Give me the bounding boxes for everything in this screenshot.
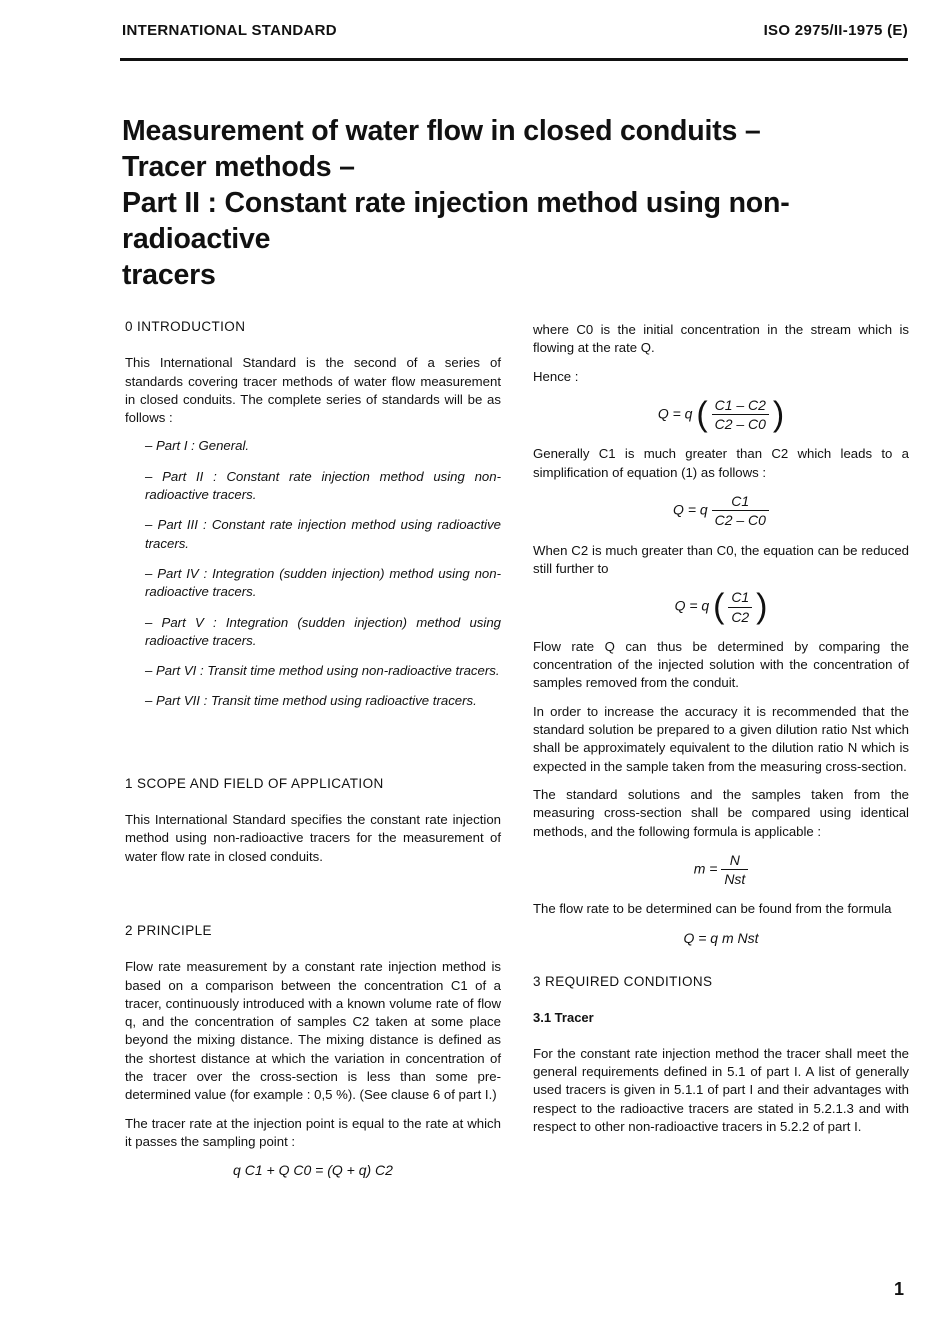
- page-number: 1: [893, 1279, 904, 1299]
- parts-list-item: – Part IV : Integration (sudden injection) method using non-radioactive tracers.: [145, 565, 501, 600]
- title-line: Part II : Constant rate injection method using non-radioactive: [122, 187, 790, 255]
- parts-list-item: – Part III : Constant rate injection method using radioactive tracers.: [145, 517, 501, 551]
- parts-list: [125, 437, 501, 710]
- right-column: [533, 321, 909, 1146]
- bracket-open: (: [713, 587, 725, 626]
- fraction-denominator: Nst: [724, 871, 746, 888]
- fraction: [721, 851, 748, 889]
- title-line: Measurement of water flow in closed conduits –: [122, 115, 761, 147]
- parts-list-item: – Part VII : Transit time method using radioactive tracers.: [145, 693, 477, 709]
- left-column: [125, 318, 501, 1192]
- parts-list-item: – Part I : General.: [145, 438, 250, 454]
- intro-paragraph: This International Standard is the second of a series of standards covering tracer methods of water flow measurement in closed conduits. The complete series of standards will be as follows :: [125, 355, 501, 426]
- scope-paragraph: This International Standard specifies the constant rate injection method using non-radioactive tracers for the measurement of water flow rate in closed conduits.: [125, 812, 501, 864]
- bracket-close: ): [756, 587, 768, 626]
- body-paragraph: The flow rate to be determined can be found from the formula: [533, 901, 892, 917]
- body-paragraph: Flow rate Q can thus be determined by comparing the concentration of the injected solution with the concentration of samples removed from the conduit.: [533, 638, 909, 691]
- equation-lhs: Q = q: [674, 597, 710, 614]
- tracer-paragraph: For the constant rate injection method the tracer shall meet the general requirements defined in 5.1 of part I. A list of generally used tracers is given in 5.1.1 of part I and their advantages with respect to the radioactive tracers are stated in 5.2.1.3 and with respect to other non-radioactive tracers in 5.2.2 of part I.: [533, 1045, 909, 1134]
- fraction-denominator: C2 – C0: [714, 416, 766, 433]
- fraction: [712, 396, 769, 434]
- fraction: [712, 492, 769, 530]
- fraction-numerator: N: [721, 851, 748, 870]
- parts-list-item: – Part VI : Transit time method using non-radioactive tracers.: [145, 663, 500, 679]
- body-paragraph: The standard solutions and the samples taken from the measuring cross-section shall be compared using identical methods, and the following formula is applicable :: [533, 786, 909, 839]
- title-line: Tracer methods –: [122, 151, 355, 183]
- equation-mass-balance: q C1 + Q C0 = (Q + q) C2: [233, 1162, 393, 1179]
- equation-dilution: [533, 851, 909, 889]
- header-document-number: ISO 2975/II-1975 (E): [763, 22, 908, 39]
- body-paragraph: Generally C1 is much greater than C2 which leads to a simplification of equation (1) as follows :: [533, 446, 909, 480]
- fraction-numerator: C1: [728, 588, 752, 607]
- body-paragraph: where C0 is the initial concentration in the stream which is flowing at the rate Q.: [533, 322, 909, 356]
- section-heading-required-conditions: 3 REQUIRED CONDITIONS: [533, 974, 713, 990]
- fraction: [728, 588, 752, 626]
- document-title: [122, 113, 922, 293]
- equation-flow-rate: Q = q m Nst: [683, 929, 759, 946]
- equation-lhs: m =: [693, 860, 718, 877]
- equation-reduced: [533, 588, 909, 626]
- section-heading-scope: 1 SCOPE AND FIELD OF APPLICATION: [125, 775, 384, 791]
- parts-list-item: – Part V : Integration (sudden injection) method using radioactive tracers.: [145, 614, 501, 648]
- header-standard-label: INTERNATIONAL STANDARD: [122, 22, 337, 39]
- section-heading-principle: 2 PRINCIPLE: [125, 922, 212, 938]
- fraction-denominator: C2 – C0: [714, 512, 766, 529]
- bracket-close: ): [772, 395, 785, 434]
- title-line: tracers: [122, 259, 216, 291]
- body-paragraph: In order to increase the accuracy it is recommended that the standard solution be prepared to a given dilution ratio Nst which shall be approximately equivalent to the dilution ratio N which is expected in the sample taken from the measuring cross-section.: [533, 703, 909, 774]
- bracket-open: (: [696, 395, 708, 434]
- equation-simplified: [533, 492, 909, 530]
- body-paragraph: When C2 is much greater than C0, the equation can be reduced still further to: [533, 542, 909, 576]
- principle-paragraph: Flow rate measurement by a constant rate injection method is based on a comparison between the concentration C1 of a tracer, continuously introduced with a known volume rate of flow q, and the concentration of samples C2 taken at some place beyond the mixing distance. The mixing distance is defined as the shortest distance at which the variation in concentration of the tracer over the cross-section is less than some pre-determined value (for example : 0,5 %). (See clause 6 of part I.): [125, 959, 501, 1103]
- principle-paragraph: The tracer rate at the injection point is equal to the rate at which it passes the sampling point :: [125, 1115, 501, 1149]
- parts-list-item: – Part II : Constant rate injection method using non-radioactive tracers.: [145, 468, 501, 503]
- equation-full: [533, 396, 909, 434]
- section-heading-introduction: 0 INTRODUCTION: [125, 319, 246, 334]
- body-paragraph: Hence :: [533, 368, 579, 384]
- fraction-numerator: C1: [712, 492, 769, 511]
- equation-lhs: Q = q: [673, 501, 708, 518]
- subsection-heading-tracer: 3.1 Tracer: [533, 1010, 594, 1026]
- fraction-denominator: C2: [731, 608, 750, 625]
- fraction-numerator: C1 – C2: [712, 396, 769, 415]
- header-divider: [120, 58, 908, 61]
- equation-lhs: Q = q: [657, 405, 693, 422]
